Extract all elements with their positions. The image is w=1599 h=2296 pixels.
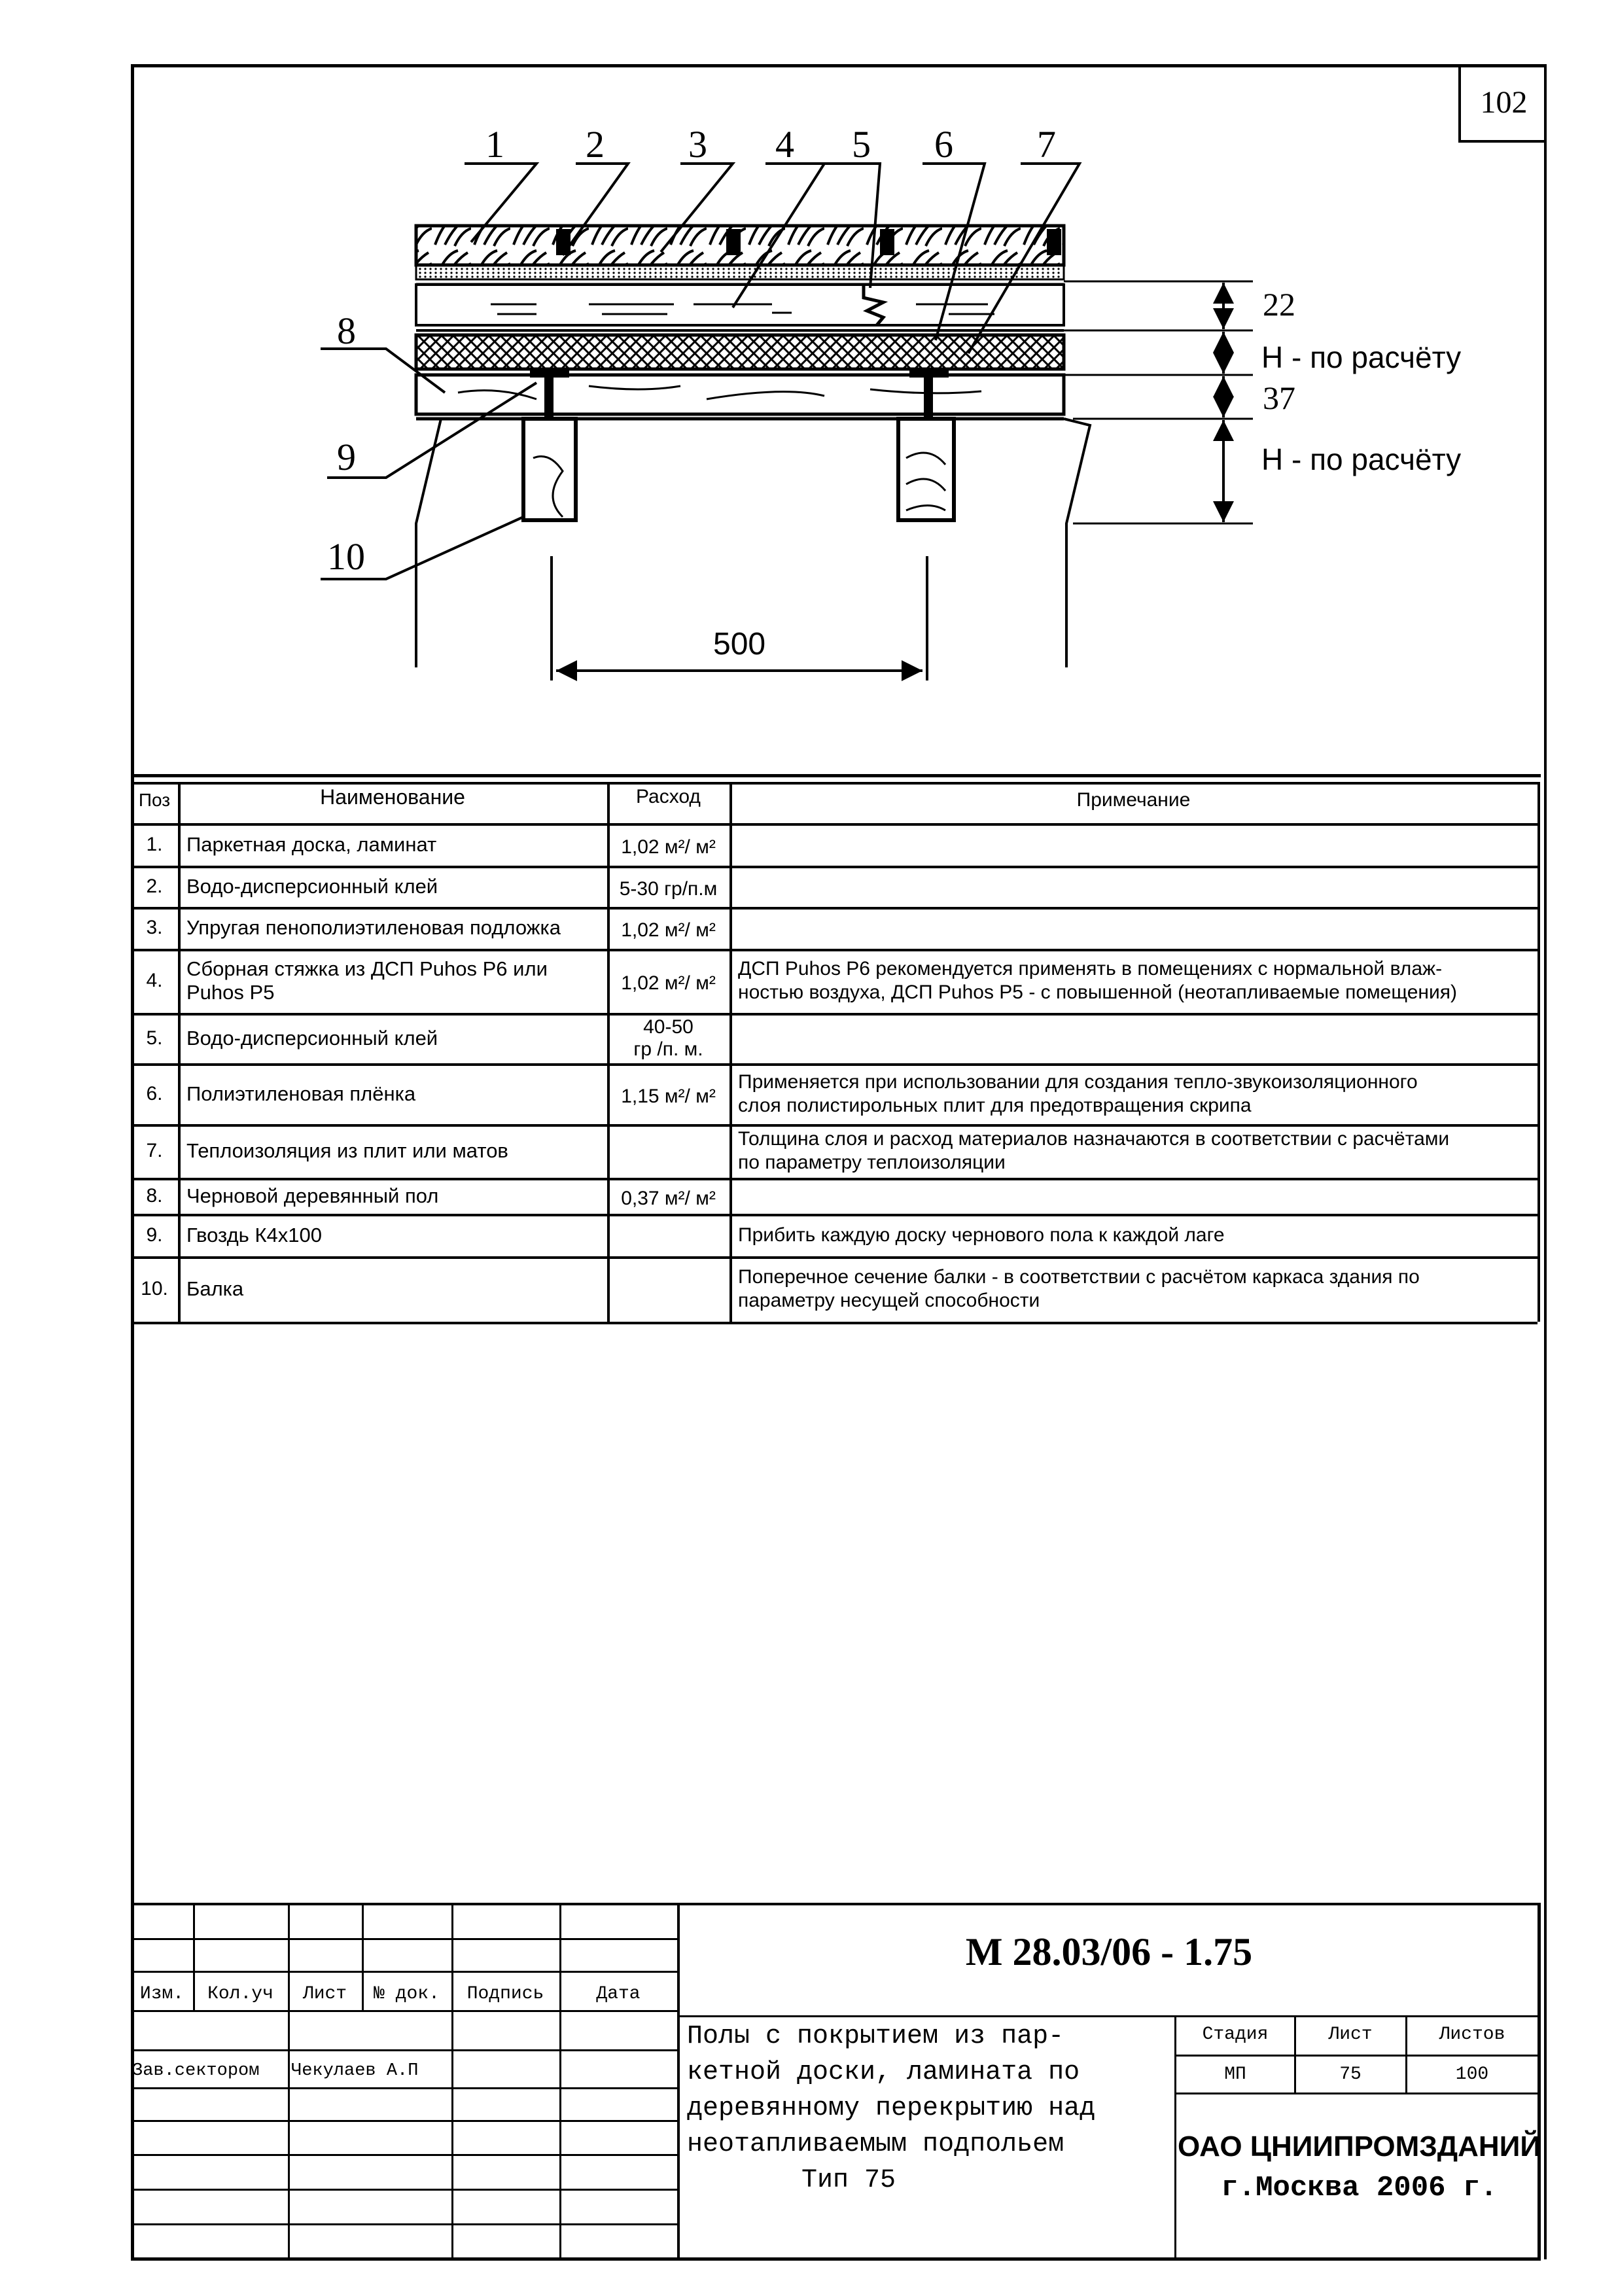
- row-pos: 8.: [146, 1184, 163, 1207]
- rule-line: [131, 1938, 677, 1940]
- rule-line: [131, 774, 1541, 777]
- rule-line: [131, 1178, 1538, 1180]
- row-note: ДСП Puhos P6 рекомендуется применять в помещениях с нормальной влаж- ностью воздуха, ДСП Puhos P5 - с повышенной (неотапливаемые помещения): [738, 958, 1457, 1003]
- callout-9: 9: [337, 436, 356, 478]
- row-name: Теплоизоляция из плит или матов: [186, 1139, 508, 1162]
- rule-line: [131, 866, 1538, 868]
- underlay-layer: [416, 265, 1064, 279]
- row-pos: 4.: [146, 970, 163, 991]
- callout-7: 7: [1037, 123, 1056, 166]
- callout-6: 6: [934, 123, 953, 166]
- row-name: Черновой деревянный пол: [186, 1184, 439, 1207]
- row-name: Водо-дисперсионный клей: [186, 874, 438, 898]
- row-rate: 40-50 гр /п. м.: [633, 1016, 703, 1060]
- header-rate: Расход: [636, 786, 701, 807]
- row-name: Балка: [186, 1277, 244, 1300]
- rule-line: [131, 2189, 677, 2191]
- header-name: Наименование: [320, 785, 465, 809]
- rule-line: [131, 1013, 1538, 1016]
- insulation-layer: [416, 335, 1064, 369]
- row-pos: 9.: [146, 1224, 163, 1246]
- rule-line: [131, 823, 1538, 826]
- dim-37: 37: [1263, 380, 1295, 416]
- row-pos: 5.: [146, 1027, 163, 1049]
- rule-line: [1174, 2055, 1541, 2057]
- rule-line: [1174, 2015, 1176, 2261]
- organization: ОАО ЦНИИПРОМЗДАНИЙ: [1178, 2130, 1541, 2163]
- callout-2: 2: [586, 123, 605, 166]
- row-pos: 1.: [146, 833, 163, 855]
- row-rate: 1,02 м²/ м²: [621, 836, 716, 858]
- row-rate: 5-30 гр/п.м: [619, 877, 718, 900]
- row-name: Паркетная доска, ламинат: [186, 832, 437, 856]
- rev-header: № док.: [374, 1984, 440, 2004]
- rule-line: [131, 2049, 677, 2051]
- sheets-value: 100: [1455, 2064, 1489, 2085]
- dim-h1: Н - по расчёту: [1261, 340, 1462, 374]
- rule-line: [131, 2087, 677, 2089]
- rule-line: [131, 949, 1538, 951]
- rule-line: [131, 1214, 1538, 1216]
- rule-line: [677, 2015, 1541, 2017]
- sheet-label: Лист: [1328, 2024, 1373, 2045]
- row-pos: 10.: [141, 1278, 168, 1299]
- rule-line: [131, 2154, 677, 2156]
- rule-line: [131, 782, 1538, 785]
- rev-header: Подпись: [466, 1984, 544, 2004]
- rev-header: Кол.уч: [207, 1984, 273, 2004]
- callout-8: 8: [337, 309, 356, 352]
- row-pos: 7.: [146, 1140, 163, 1161]
- rule-line: [131, 2223, 677, 2225]
- row-rate: 0,37 м²/ м²: [621, 1187, 716, 1209]
- callout-4: 4: [775, 123, 794, 166]
- row-name: Сборная стяжка из ДСП Puhos P6 или Puhos P5: [186, 957, 548, 1004]
- person: Чекулаев А.П: [291, 2061, 419, 2081]
- row-note: Прибить каждую доску чернового пола к каждой лаге: [738, 1224, 1225, 1246]
- row-name: Полиэтиленовая плёнка: [186, 1082, 416, 1105]
- rule-line: [131, 1124, 1538, 1127]
- drawing-code: М 28.03/06 - 1.75: [965, 1930, 1253, 1973]
- callout-5: 5: [852, 123, 871, 166]
- callout-3: 3: [688, 123, 707, 166]
- callout-10: 10: [327, 535, 365, 578]
- row-note: Поперечное сечение балки - в соответствии с расчётом каркаса здания по параметру несущей способности: [738, 1266, 1420, 1311]
- dim-h2: Н - по расчёту: [1261, 442, 1462, 476]
- rev-header: Изм.: [139, 1984, 184, 2004]
- rule-line: [1174, 2093, 1541, 2094]
- row-rate: 1,15 м²/ м²: [621, 1085, 716, 1107]
- rule-line: [131, 2010, 677, 2012]
- header-note: Примечание: [1076, 789, 1191, 811]
- row-name: Водо-дисперсионный клей: [186, 1026, 438, 1050]
- beam-left: [523, 419, 576, 520]
- row-rate: 1,02 м²/ м²: [621, 972, 716, 994]
- sheets-label: Листов: [1439, 2024, 1505, 2045]
- rev-header: Дата: [596, 1984, 641, 2004]
- row-name: Гвоздь К4х100: [186, 1223, 322, 1246]
- row-pos: 3.: [146, 917, 163, 938]
- rule-line: [131, 1256, 1538, 1259]
- rule-line: [178, 782, 181, 1322]
- doc-type: Тип 75: [801, 2166, 896, 2195]
- row-name: Упругая пенополиэтиленовая подложка: [186, 916, 561, 939]
- dim-500: 500: [713, 627, 766, 662]
- doc-title: Полы с покрытием из пар- кетной доски, ламината по деревянному перекрытию над неотапливаемым подпольем: [687, 2022, 1096, 2159]
- stage-label: Стадия: [1202, 2024, 1269, 2045]
- city-year: г.Москва 2006 г.: [1221, 2172, 1498, 2204]
- row-pos: 2.: [146, 875, 163, 897]
- rule-line: [131, 1971, 677, 1973]
- rule-line: [131, 1063, 1538, 1066]
- rule-line: [131, 1322, 1538, 1324]
- role: Зав.сектором: [132, 2061, 260, 2081]
- row-rate: 1,02 м²/ м²: [621, 919, 716, 941]
- sheet-number: 102: [1458, 64, 1547, 143]
- rev-header: Лист: [302, 1984, 347, 2004]
- rule-line: [131, 1903, 677, 1905]
- header-pos: Поз: [138, 790, 171, 810]
- rule-line: [729, 782, 732, 1322]
- callout-1: 1: [485, 123, 504, 166]
- rule-line: [131, 2257, 1541, 2261]
- row-pos: 6.: [146, 1082, 163, 1104]
- dim-22: 22: [1263, 286, 1295, 323]
- rule-line: [1538, 782, 1540, 1322]
- stage-value: МП: [1224, 2064, 1246, 2085]
- rule-line: [559, 1903, 561, 2257]
- row-note: Толщина слоя и расход материалов назначаются в соответствии с расчётами по параметру теплоизоляции: [738, 1128, 1450, 1173]
- rule-line: [131, 2120, 677, 2122]
- rule-line: [131, 907, 1538, 910]
- row-note: Применяется при использовании для создания тепло-звукоизоляционного слоя полистирольных плит для предотвращения скрипа: [738, 1070, 1418, 1116]
- floor-section-drawing: [0, 0, 1599, 785]
- sheet-value: 75: [1339, 2064, 1362, 2085]
